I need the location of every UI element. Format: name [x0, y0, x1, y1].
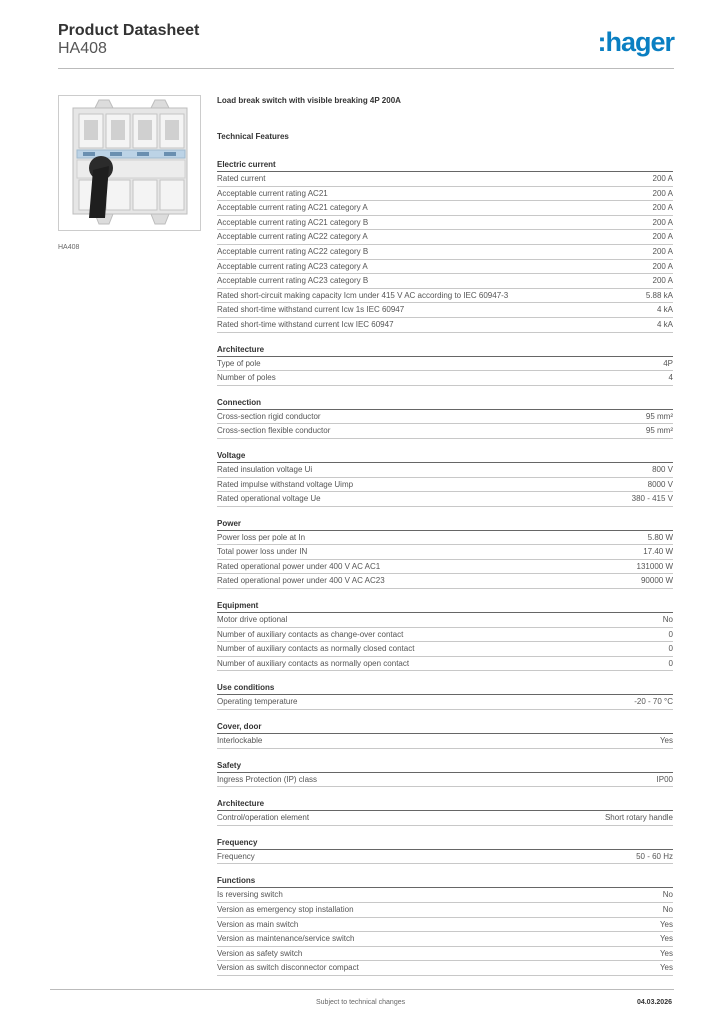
feature-value: 50 - 60 Hz — [636, 851, 673, 861]
feature-label: Motor drive optional — [217, 615, 288, 625]
section-title: Functions — [217, 875, 673, 888]
feature-value: 0 — [668, 644, 673, 654]
footer-note: Subject to technical changes — [316, 999, 406, 1006]
feature-sections — [217, 159, 673, 976]
feature-row — [217, 371, 673, 386]
feature-value: 4P — [663, 358, 673, 368]
feature-label: Rated insulation voltage Ui — [217, 464, 313, 474]
feature-section — [217, 450, 673, 507]
datasheet-content — [217, 96, 673, 976]
feature-row — [217, 187, 673, 202]
hager-logo: :hager — [597, 27, 674, 57]
feature-value: 800 V — [652, 464, 673, 474]
feature-label: Acceptable current rating AC21 — [217, 188, 328, 198]
feature-value: Yes — [659, 963, 673, 973]
feature-row — [217, 613, 673, 628]
feature-value: No — [662, 905, 673, 914]
feature-label: Acceptable current rating AC21 category B — [217, 217, 369, 227]
feature-value: 380 - 415 V — [631, 494, 673, 504]
feature-label: Rated short-time withstand current Icw IEC 60947 — [217, 319, 394, 329]
feature-label: Type of pole — [217, 358, 261, 368]
feature-section — [217, 760, 673, 788]
feature-label: Rated operational voltage Ue — [217, 494, 321, 504]
feature-label: Cross-section flexible conductor — [217, 426, 331, 436]
feature-label: Acceptable current rating AC22 category B — [217, 246, 369, 256]
feature-value: 90000 W — [640, 576, 673, 586]
feature-value: 200 A — [652, 217, 673, 227]
feature-value: 200 A — [652, 276, 673, 286]
section-title: Electric current — [217, 159, 673, 172]
feature-label: Rated short-circuit making capacity Icm under 415 V AC according to IEC 60947-3 — [217, 290, 509, 300]
feature-label: Number of auxiliary contacts as normally open contact — [217, 658, 410, 668]
image-caption: HA408 — [58, 244, 80, 251]
document-title: Product Datasheet — [58, 22, 200, 39]
feature-row — [217, 734, 673, 749]
feature-label: Rated current — [217, 174, 266, 183]
feature-value: 200 A — [652, 203, 673, 213]
feature-label: Acceptable current rating AC21 category A — [217, 203, 368, 213]
feature-row — [217, 657, 673, 672]
feature-value: -20 - 70 °C — [634, 697, 673, 707]
page-header — [58, 22, 674, 68]
feature-row — [217, 531, 673, 546]
feature-section — [217, 518, 673, 589]
feature-value: 8000 V — [647, 479, 673, 489]
feature-label: Acceptable current rating AC23 category B — [217, 276, 369, 286]
feature-row — [217, 410, 673, 425]
feature-value: No — [662, 615, 673, 625]
feature-row — [217, 492, 673, 507]
feature-label: Interlockable — [217, 736, 263, 746]
section-title: Architecture — [217, 798, 673, 811]
product-description: Load break switch with visible breaking 4P 200A — [217, 96, 401, 105]
section-title: Power — [217, 518, 673, 531]
feature-section — [217, 397, 673, 439]
feature-section — [217, 875, 673, 976]
feature-row — [217, 574, 673, 589]
feature-label: Rated operational power under 400 V AC AC1 — [217, 561, 381, 571]
feature-value: 17.40 W — [643, 547, 673, 557]
feature-row — [217, 260, 673, 275]
feature-value: Yes — [659, 948, 673, 958]
feature-row — [217, 947, 673, 962]
product-code: HA408 — [58, 40, 107, 57]
feature-label: Rated operational power under 400 V AC AC23 — [217, 576, 385, 586]
feature-label: Version as switch disconnector compact — [217, 963, 359, 973]
feature-value: 0 — [668, 629, 673, 639]
feature-value: Yes — [659, 919, 673, 929]
feature-row — [217, 628, 673, 643]
feature-section — [217, 344, 673, 386]
feature-label: Version as maintenance/service switch — [217, 934, 355, 944]
feature-value: No — [662, 890, 673, 900]
section-title: Connection — [217, 397, 673, 410]
feature-value: 200 A — [652, 261, 673, 271]
section-title: Architecture — [217, 344, 673, 357]
feature-row — [217, 773, 673, 788]
feature-value: 4 kA — [656, 305, 673, 315]
feature-label: Operating temperature — [217, 697, 298, 707]
feature-value: 5.80 W — [647, 532, 673, 542]
section-title: Cover, door — [217, 721, 673, 734]
feature-row — [217, 245, 673, 260]
feature-label: Ingress Protection (IP) class — [217, 774, 318, 784]
feature-label: Cross-section rigid conductor — [217, 411, 321, 421]
feature-section — [217, 721, 673, 749]
section-title: Frequency — [217, 837, 673, 850]
feature-label: Total power loss under IN — [217, 547, 308, 557]
feature-label: Number of poles — [217, 373, 276, 383]
footer-date: 04.03.2026 — [636, 999, 672, 1006]
feature-label: Is reversing switch — [217, 890, 283, 900]
feature-section — [217, 798, 673, 826]
feature-label: Rated short-time withstand current Icw 1s IEC 60947 — [217, 305, 405, 315]
technical-features-title: Technical Features — [217, 132, 289, 141]
header-divider — [58, 68, 674, 69]
feature-value: 4 kA — [656, 319, 673, 329]
feature-row — [217, 318, 673, 333]
feature-label: Version as main switch — [217, 919, 299, 929]
feature-row — [217, 216, 673, 231]
feature-value: Yes — [659, 736, 673, 746]
feature-value: Short rotary handle — [604, 813, 673, 823]
feature-label: Number of auxiliary contacts as normally closed contact — [217, 644, 415, 654]
product-image — [58, 95, 201, 231]
feature-label: Acceptable current rating AC23 category A — [217, 261, 368, 271]
feature-value: Yes — [659, 934, 673, 944]
feature-value: 0 — [668, 658, 673, 668]
feature-row — [217, 274, 673, 289]
feature-value: 95 mm² — [645, 426, 673, 436]
feature-row — [217, 903, 673, 918]
feature-row — [217, 463, 673, 478]
feature-row — [217, 172, 673, 187]
feature-label: Number of auxiliary contacts as change-over contact — [217, 629, 404, 639]
feature-section — [217, 682, 673, 710]
feature-value: IP00 — [656, 774, 673, 784]
feature-value: 200 A — [652, 232, 673, 242]
feature-row — [217, 932, 673, 947]
feature-row — [217, 303, 673, 318]
feature-row — [217, 695, 673, 710]
feature-section — [217, 600, 673, 671]
feature-label: Power loss per pole at In — [217, 532, 306, 542]
footer-divider — [50, 989, 674, 990]
section-title: Equipment — [217, 600, 673, 613]
feature-label: Version as safety switch — [217, 948, 303, 958]
feature-value: 200 A — [652, 174, 673, 183]
section-title: Safety — [217, 760, 673, 773]
section-title: Voltage — [217, 450, 673, 463]
feature-row — [217, 961, 673, 976]
feature-section — [217, 837, 673, 865]
feature-value: 200 A — [652, 246, 673, 256]
feature-row — [217, 357, 673, 372]
switch-illustration-icon — [59, 96, 200, 230]
feature-row — [217, 560, 673, 575]
feature-row — [217, 201, 673, 216]
feature-label: Frequency — [217, 851, 255, 861]
feature-label: Acceptable current rating AC22 category A — [217, 232, 368, 242]
feature-section — [217, 159, 673, 333]
feature-row — [217, 888, 673, 903]
feature-row — [217, 850, 673, 865]
feature-row — [217, 289, 673, 304]
feature-label: Version as emergency stop installation — [217, 905, 354, 914]
feature-value: 5.88 kA — [645, 290, 673, 300]
feature-label: Control/operation element — [217, 813, 310, 823]
feature-row — [217, 642, 673, 657]
feature-row — [217, 424, 673, 439]
feature-value: 200 A — [652, 188, 673, 198]
feature-row — [217, 478, 673, 493]
feature-value: 4 — [668, 373, 673, 383]
feature-row — [217, 230, 673, 245]
feature-row — [217, 918, 673, 933]
feature-row — [217, 545, 673, 560]
section-title: Use conditions — [217, 682, 673, 695]
feature-value: 131000 W — [636, 561, 673, 571]
feature-row — [217, 811, 673, 826]
feature-value: 95 mm² — [645, 411, 673, 421]
feature-label: Rated impulse withstand voltage Uimp — [217, 479, 354, 489]
